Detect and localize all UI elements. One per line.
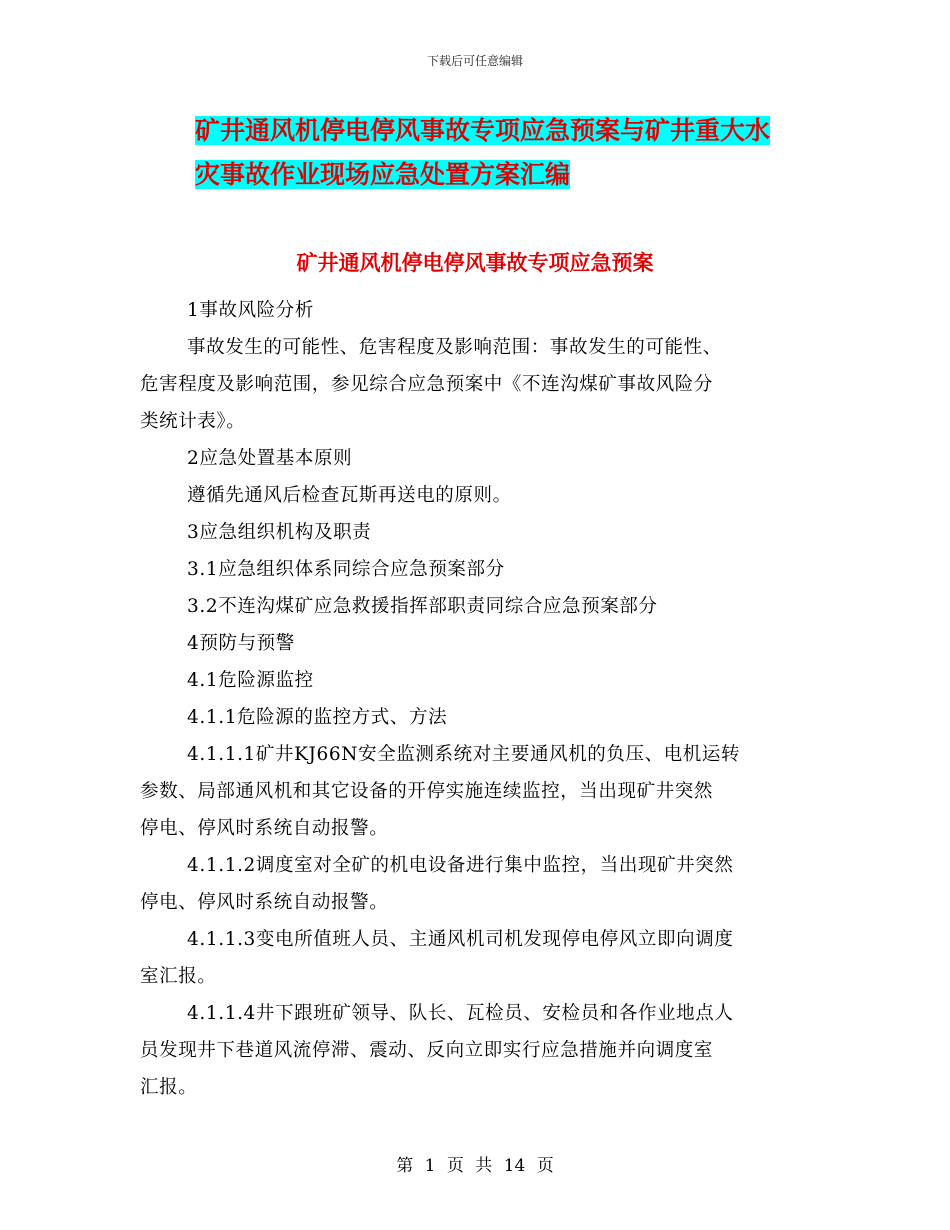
body-line: 4.1.1.3变电所值班人员、主通风机司机发现停电停风立即向调度: [187, 929, 734, 950]
body-paragraph: [140, 736, 815, 847]
body-paragraph: [140, 329, 815, 440]
document-title-line-2: [195, 158, 875, 192]
body-paragraph: [140, 847, 815, 921]
body-line: 汇报。: [140, 1077, 198, 1098]
body-paragraph: [140, 625, 815, 662]
body-line: 4.1危险源监控: [187, 670, 314, 691]
document-title-text-1: 矿井通风机停电停风事故专项应急预案与矿井重大水: [195, 116, 771, 145]
body-paragraph: [140, 292, 815, 329]
page-footer: 第 1 页 共 14 页: [396, 1156, 554, 1176]
body-line: 参数、局部通风机和其它设备的开停实施连续监控，当出现矿井突然: [140, 781, 714, 802]
section-title: 矿井通风机停电停风事故专项应急预案: [296, 251, 654, 275]
body-paragraph: [140, 921, 815, 995]
body-line: 停电、停风时系统自动报警。: [140, 818, 389, 839]
body-line: 室汇报。: [140, 966, 217, 987]
body-line: 危害程度及影响范围，参见综合应急预案中《不连沟煤矿事故风险分: [140, 374, 714, 395]
document-title-line-1: [195, 114, 875, 148]
body-paragraph: [140, 699, 815, 736]
body-line: 3.1应急组织体系同综合应急预案部分: [187, 559, 505, 580]
body-paragraph: [140, 995, 815, 1106]
body-line: 3.2不连沟煤矿应急救援指挥部职责同综合应急预案部分: [187, 596, 658, 617]
body-line: 类统计表》。: [140, 411, 246, 432]
body-line: 遵循先通风后检查瓦斯再送电的原则。: [187, 485, 512, 506]
body-line: 员发现井下巷道风流停滞、震动、反向立即实行应急措施并向调度室: [140, 1040, 714, 1061]
body-line: 停电、停风时系统自动报警。: [140, 892, 389, 913]
body-paragraph: [140, 588, 815, 625]
body-paragraph: [140, 662, 815, 699]
body-paragraph: [140, 440, 815, 477]
document-body: [140, 292, 815, 1106]
body-paragraph: [140, 477, 815, 514]
body-line: 事故发生的可能性、危害程度及影响范围：事故发生的可能性、: [187, 337, 722, 358]
body-line: 4.1.1.2调度室对全矿的机电设备进行集中监控，当出现矿井突然: [187, 855, 734, 876]
body-line: 2应急处置基本原则: [187, 448, 353, 469]
body-line: 4.1.1.4井下跟班矿领导、队长、瓦检员、安检员和各作业地点人: [187, 1003, 734, 1024]
body-line: 4.1.1危险源的监控方式、方法: [187, 707, 448, 728]
page-header-note: 下载后可任意编辑: [426, 54, 523, 68]
body-paragraph: [140, 514, 815, 551]
body-line: 3应急组织机构及职责: [187, 522, 372, 543]
body-line: 1事故风险分析: [187, 300, 314, 321]
body-paragraph: [140, 551, 815, 588]
document-title-text-2: 灾事故作业现场应急处置方案汇编: [195, 160, 571, 189]
body-line: 4预防与预警: [187, 633, 295, 654]
body-line: 4.1.1.1矿井KJ66N安全监测系统对主要通风机的负压、电机运转: [187, 744, 741, 765]
